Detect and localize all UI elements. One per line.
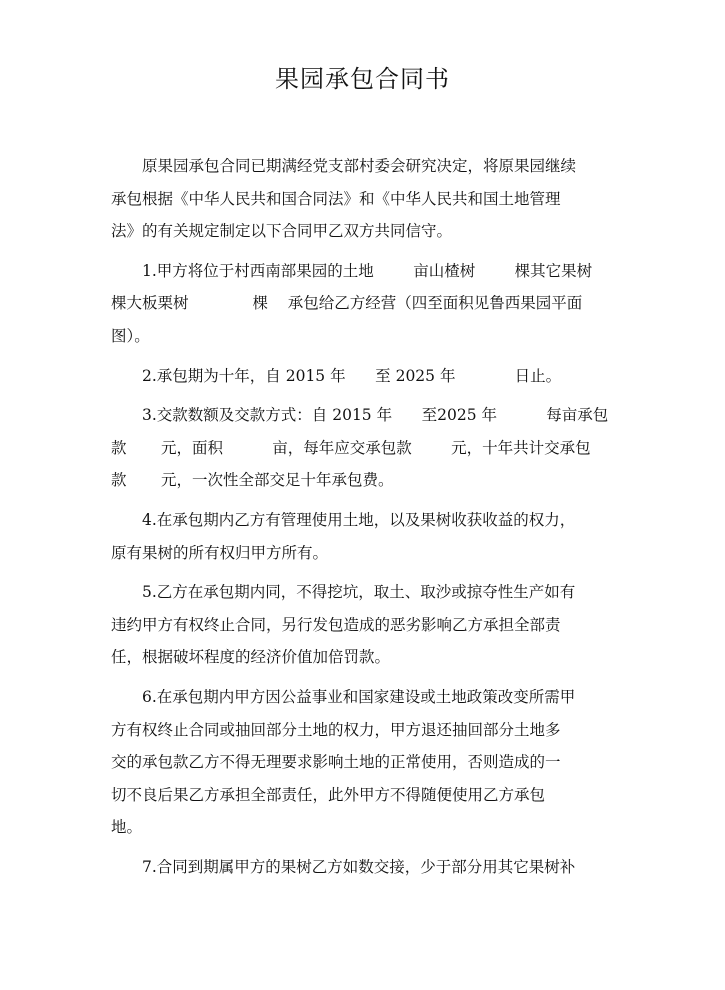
text-line: 法》的有关规定制定以下合同甲乙双方共同信守。	[111, 222, 453, 241]
text-line: 5.乙方在承包期内同，不得挖坑，取土、取沙或掠夺性生产如有	[142, 583, 576, 602]
text-line: 2.承包期为十年，自 2015 年 至 2025 年 日止。	[142, 366, 562, 385]
text-line: 7.合同到期属甲方的果树乙方如数交接，少于部分用其它果树补	[142, 857, 576, 876]
text-line: 3.交款数额及交款方式：自 2015 年 至2025 年 每亩承包	[142, 406, 609, 425]
text-line: 4.在承包期内乙方有管理使用土地，以及果树收获收益的权力，	[142, 510, 576, 529]
text-line: 交的承包款乙方不得无理要求影响土地的正常使用，否则造成的一	[111, 753, 561, 772]
text-line: 违约甲方有权终止合同，另行发包造成的恶劣影响乙方承担全部责	[111, 615, 561, 634]
text-line: 6.在承包期内甲方因公益事业和国家建设或土地政策改变所需甲	[142, 687, 576, 706]
clause-2-paragraph	[111, 360, 616, 393]
text-line: 1.甲方将位于村西南部果园的土地 亩山楂树 棵其它果树	[142, 261, 593, 280]
clause-7-paragraph	[111, 851, 616, 884]
text-line: 方有权终止合同或抽回部分土地的权力，甲方退还抽回部分土地多	[111, 720, 561, 739]
document-body	[111, 150, 616, 890]
text-line: 任，根据破坏程度的经济价值加倍罚款。	[111, 648, 391, 667]
text-line: 图）。	[111, 326, 150, 345]
text-line: 款 元，一次性全部交足十年承包费。	[111, 471, 394, 490]
intro-paragraph	[111, 150, 616, 248]
text-line: 切不良后果乙方承担全部责任，此外甲方不得随便使用乙方承包	[111, 785, 546, 804]
clause-4-paragraph	[111, 504, 616, 569]
text-line: 棵大板栗树 棵 承包给乙方经营（四至面积见鲁西果园平面	[111, 294, 583, 313]
clause-3-paragraph	[111, 399, 616, 497]
text-line: 地。	[111, 818, 143, 837]
clause-1-paragraph	[111, 255, 616, 353]
text-line: 款 元，面积 亩，每年应交承包款 元，十年共计交承包	[111, 438, 591, 457]
clause-6-paragraph	[111, 681, 616, 844]
text-line: 原有果树的所有权归甲方所有。	[111, 543, 329, 562]
document-title: 果园承包合同书	[275, 65, 450, 93]
text-line: 承包根据《中华人民共和国合同法》和《中华人民共和国土地管理	[111, 189, 561, 208]
clause-5-paragraph	[111, 576, 616, 674]
text-line: 原果园承包合同已期满经党支部村委会研究决定，将原果园继续	[142, 157, 577, 175]
